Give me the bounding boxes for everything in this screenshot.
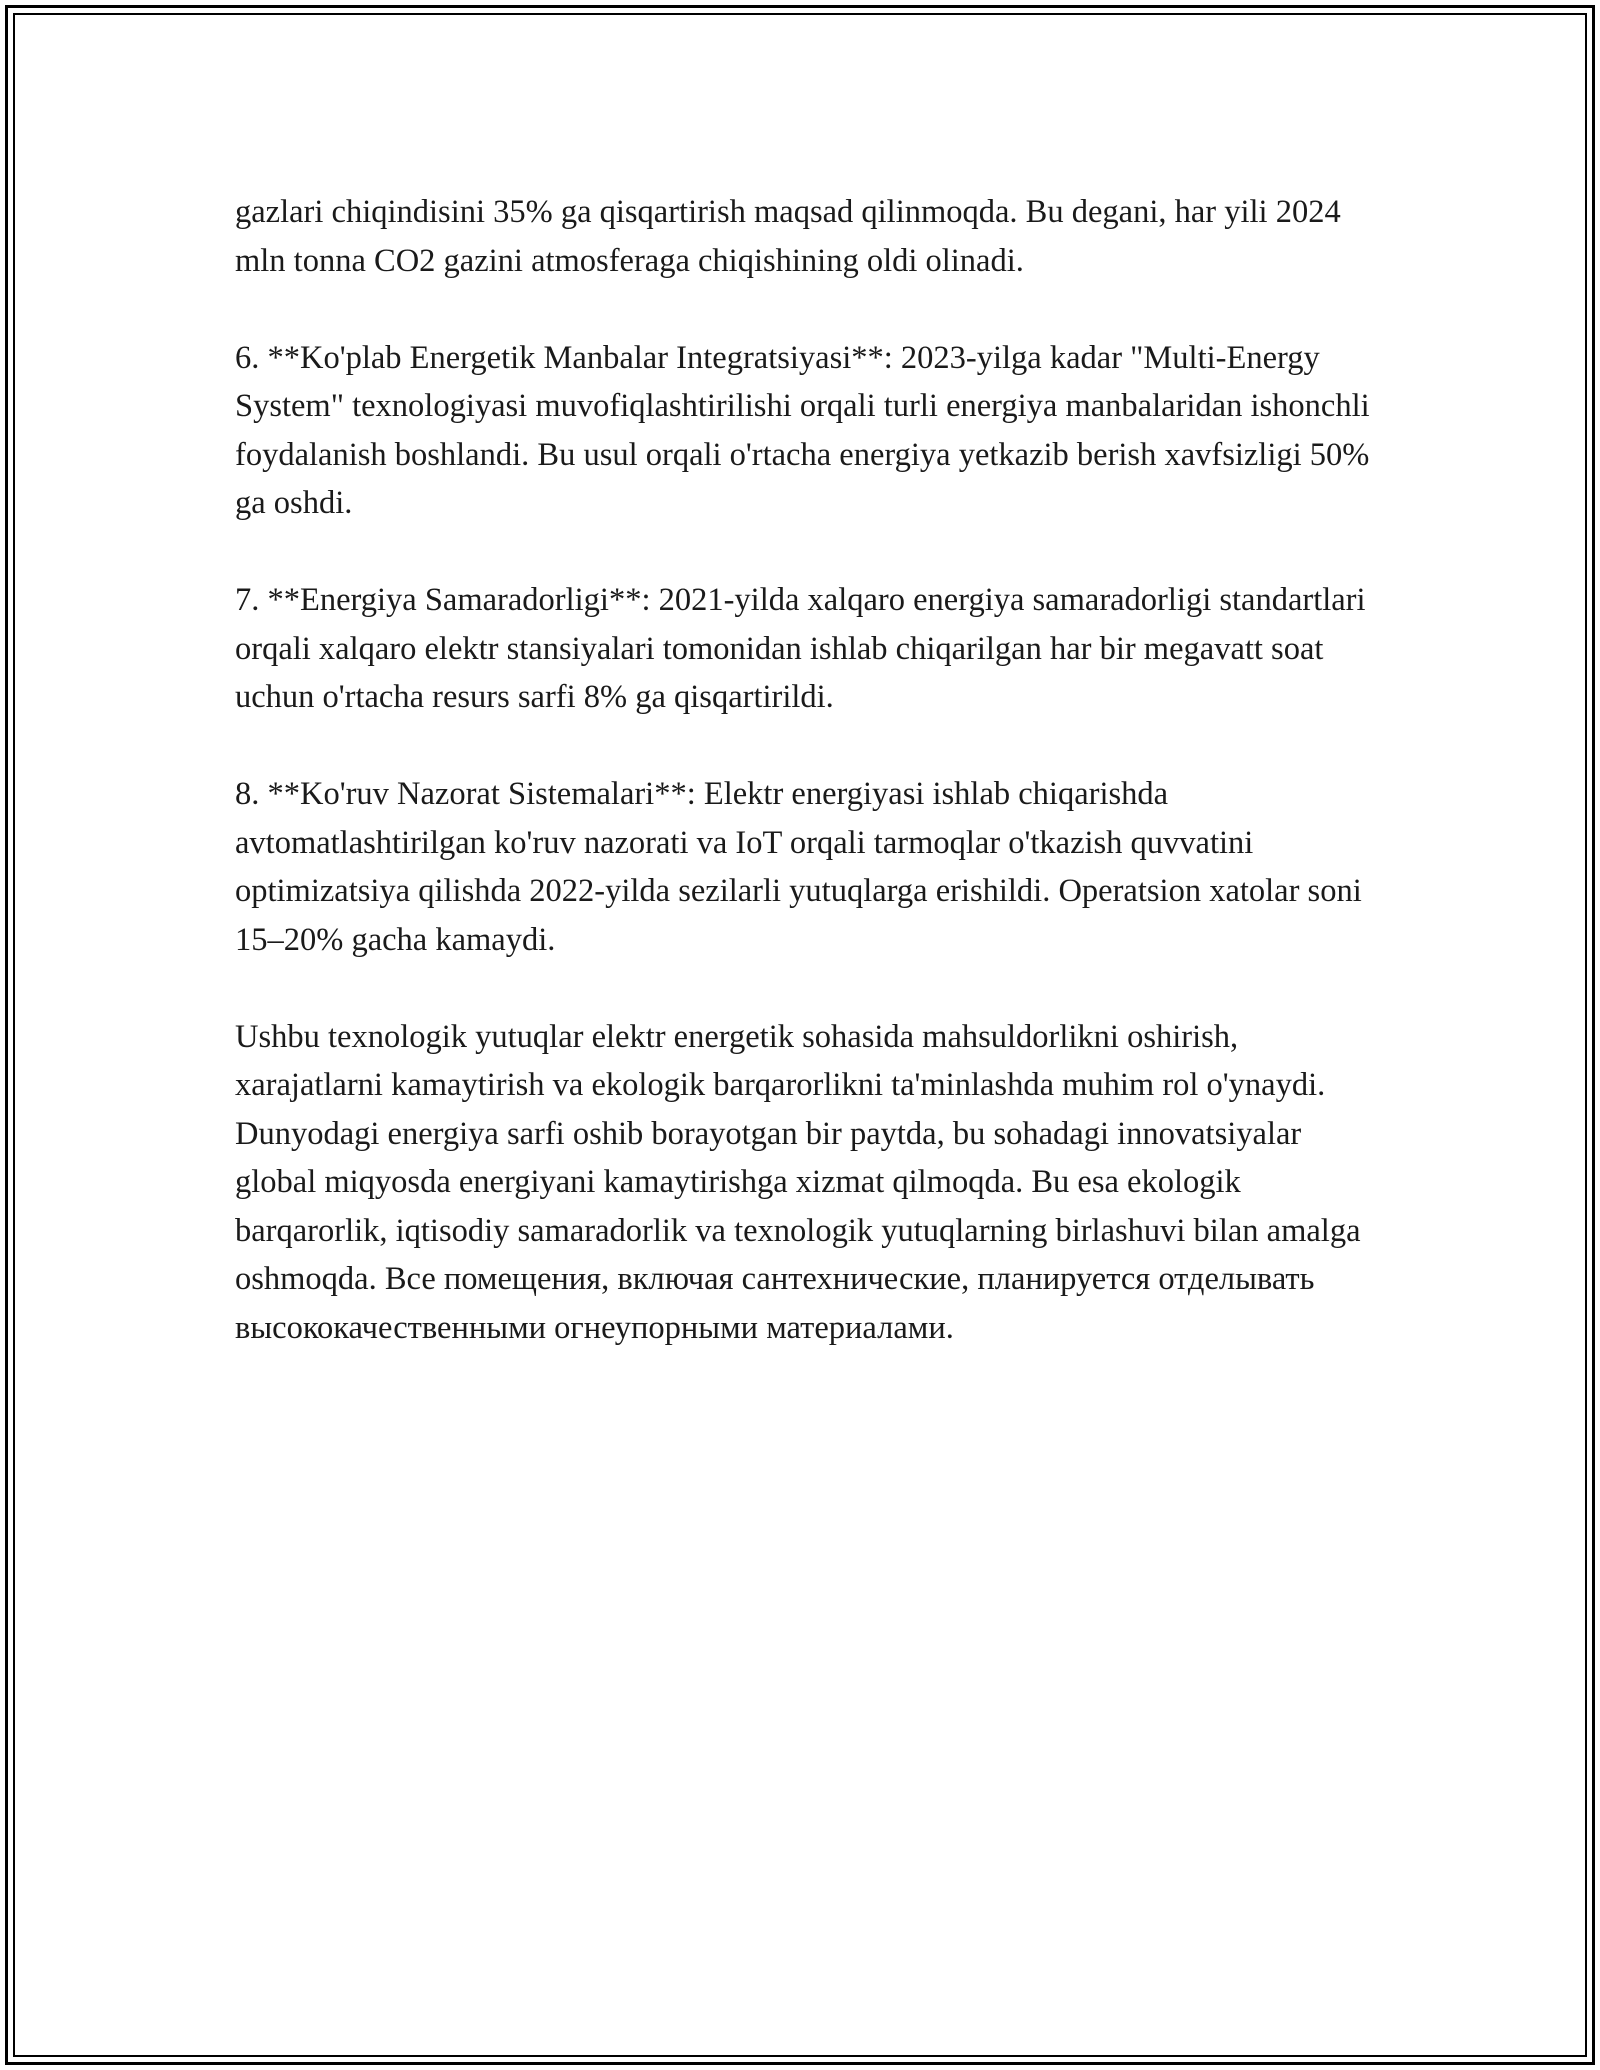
paragraph-item-8-control-systems: 8. **Ko'ruv Nazorat Sistemalari**: Elektr energiyasi ishlab chiqarishda avtomatlashtirilgan ko'ruv nazorati va IoT orqali tarmoqlar o'tkazish quvvatini optimizatsiya qilishda 2022-yilda sezilarli yutuqlarga erishildi. Operatsion xatolar soni 15–20% gacha kamaydi. xyxy=(235,776,1362,958)
paragraph-item-7-energy-efficiency: 7. **Energiya Samaradorligi**: 2021-yilda xalqaro energiya samaradorligi standartlari orqali xalqaro elektr stansiyalari tomonidan ishlab chiqarilgan har bir megavatt soat uchun o'rtacha resurs sarfi 8% ga qisqartirildi. xyxy=(235,582,1366,715)
document-body xyxy=(235,188,1375,1401)
paragraph-emissions-continuation: gazlari chiqindisini 35% ga qisqartirish maqsad qilinmoqda. Bu degani, har yili 2024 mln tonna CO2 gazini atmosferaga chiqishining oldi olinadi. xyxy=(235,194,1341,279)
paragraph-item-6-multi-energy: 6. **Ko'plab Energetik Manbalar Integratsiyasi**: 2023-yilga kadar "Multi-Energy System" texnologiyasi muvofiqlashtirilishi orqali turli energiya manbalaridan ishonchli foydalanish boshlandi. Bu usul orqali o'rtacha energiya yetkazib berish xavfsizligi 50% ga oshdi. xyxy=(235,339,1370,521)
paragraph-conclusion: Ushbu texnologik yutuqlar elektr energetik sohasida mahsuldorlikni oshirish, xarajatlarni kamaytirish va ekologik barqarorlikni ta'minlashda muhim rol o'ynaydi. Dunyodagi energiya sarfi oshib borayotgan bir paytda, bu sohadagi innovatsiyalar global miqyosda energiyani kamaytirishga xizmat qilmoqda. Bu esa ekologik barqarorlik, iqtisodiy samaradorlik va texnologik yutuqlarning birlashuvi bilan amalga oshmoqda. Все помещения, включая сантехнические, планируется отделывать высококачественными огнеупорными материалами. xyxy=(235,1018,1361,1346)
